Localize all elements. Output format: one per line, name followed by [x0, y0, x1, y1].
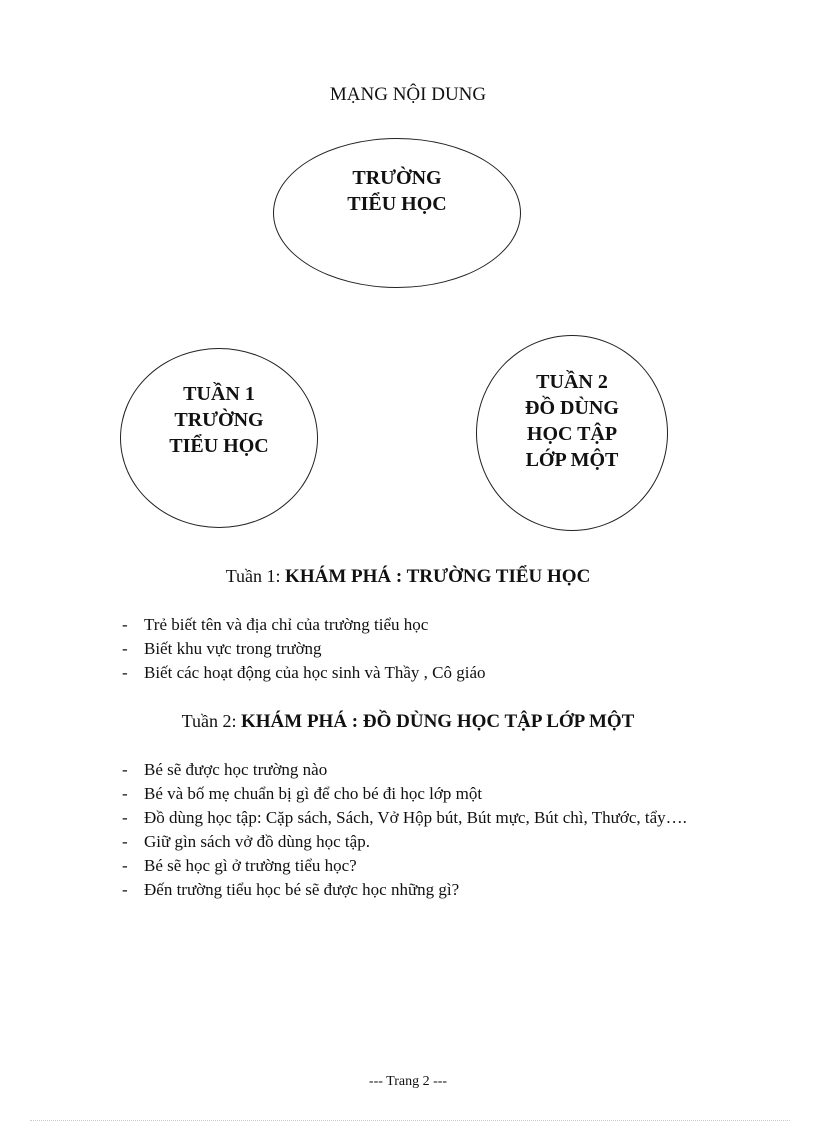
week2-list: [122, 758, 687, 902]
week2-prefix: Tuần 2:: [181, 711, 241, 731]
bullet-dash: -: [122, 856, 128, 875]
bullet-dash: -: [122, 808, 128, 827]
bubble-week1-line2: TRƯỜNG: [174, 409, 264, 431]
week2-title: KHÁM PHÁ : ĐỒ DÙNG HỌC TẬP LỚP MỘT: [240, 711, 635, 732]
bullet-dash: -: [122, 784, 128, 803]
bubble-week1-line3: TIỂU HỌC: [169, 435, 269, 457]
bubble-top-line1: TRƯỜNG: [352, 167, 442, 189]
list-item-text: Biết khu vực trong trường: [144, 639, 322, 658]
list-item-text: Đồ dùng học tập: Cặp sách, Sách, Vở Hộp bút, Bút mực, Bút chì, Thước, tẩy….: [144, 808, 687, 827]
page-divider: [30, 1120, 790, 1121]
bubble-week2-line2: ĐỒ DÙNG: [525, 397, 619, 419]
bullet-dash: -: [122, 639, 128, 658]
list-item: [122, 613, 486, 637]
list-item: [122, 854, 687, 878]
bubble-week2: [476, 335, 668, 531]
bullet-dash: -: [122, 880, 128, 899]
list-item-text: Bé và bố mẹ chuẩn bị gì để cho bé đi học lớp một: [144, 784, 483, 803]
list-item-text: Trẻ biết tên và địa chỉ của trường tiểu học: [144, 615, 429, 634]
list-item: [122, 878, 687, 902]
list-item-text: Biết các hoạt động của học sinh và Thầy , Cô giáo: [144, 663, 486, 682]
bubble-week2-line3: HỌC TẬP: [526, 423, 618, 445]
list-item: [122, 806, 687, 830]
week1-prefix: Tuần 1:: [225, 566, 286, 586]
week1-title: KHÁM PHÁ : TRƯỜNG TIỂU HỌC: [285, 566, 591, 587]
bullet-dash: -: [122, 832, 128, 851]
bubble-week2-line1: TUẦN 2: [536, 371, 608, 393]
list-item-text: Bé sẽ được học trường nào: [144, 760, 328, 779]
list-item: [122, 758, 687, 782]
list-item: [122, 637, 486, 661]
bubble-top: [273, 138, 521, 288]
page-footer: --- Trang 2 ---: [368, 1074, 448, 1089]
bullet-dash: -: [122, 663, 128, 682]
bubble-week1: [120, 348, 318, 528]
week1-heading: [0, 566, 816, 588]
list-item: [122, 830, 687, 854]
week2-heading: [0, 711, 816, 733]
bubble-week2-line4: LỚP MỘT: [525, 449, 619, 471]
bubble-week1-line1: TUẦN 1: [183, 383, 255, 405]
week1-list: [122, 613, 486, 685]
list-item-text: Giữ gìn sách vở đồ dùng học tập.: [144, 832, 370, 851]
bubble-top-line2: TIỂU HỌC: [347, 193, 447, 215]
list-item: [122, 661, 486, 685]
page-title: MẠNG NỘI DUNG: [329, 84, 487, 105]
list-item-text: Đến trường tiểu học bé sẽ được học những gì?: [144, 880, 460, 899]
bullet-dash: -: [122, 615, 128, 634]
list-item-text: Bé sẽ học gì ở trường tiểu học?: [144, 856, 357, 875]
bullet-dash: -: [122, 760, 128, 779]
list-item: [122, 782, 687, 806]
